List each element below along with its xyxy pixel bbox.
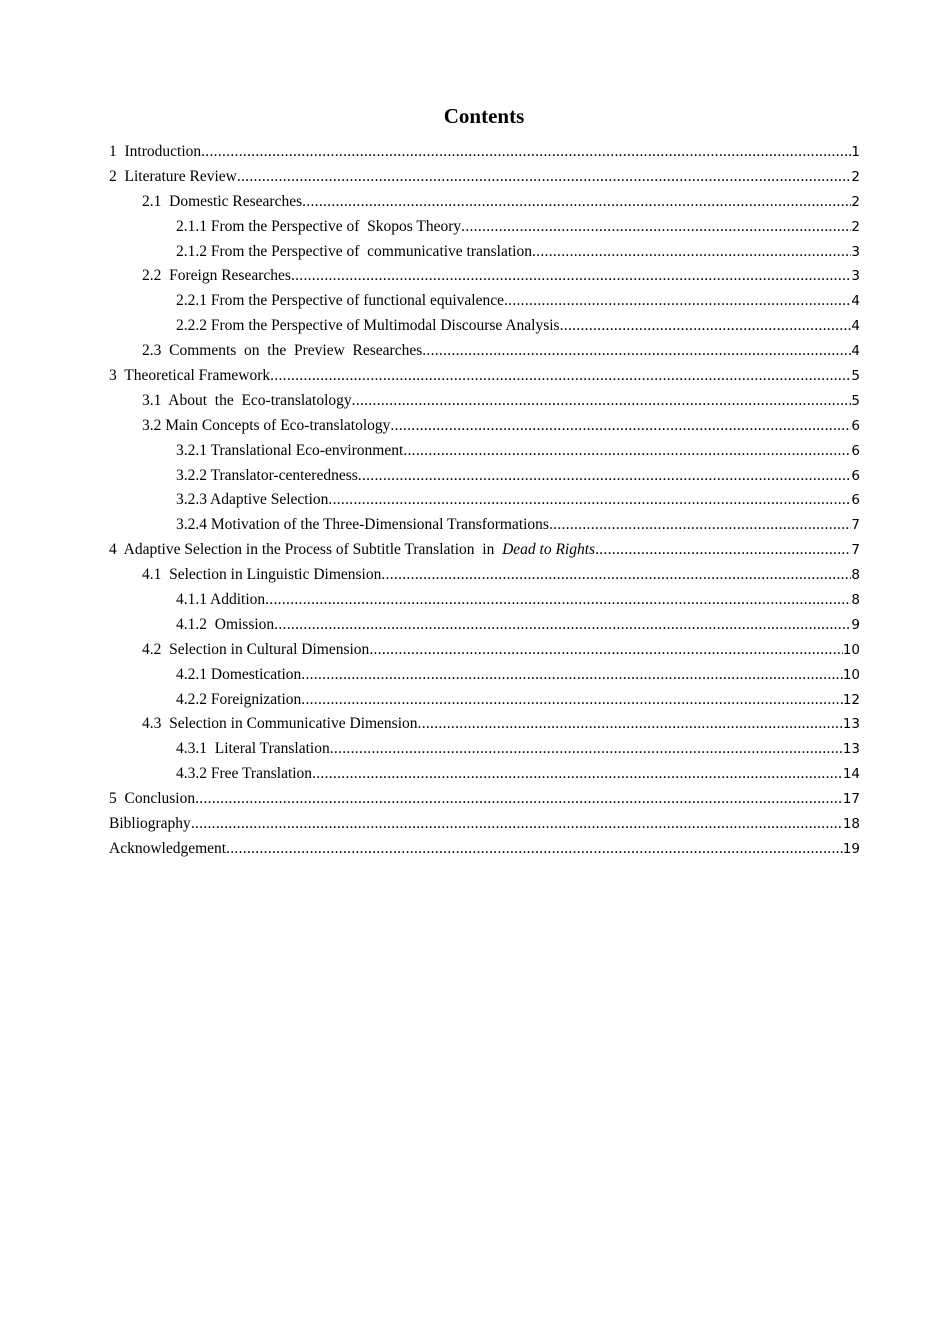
toc-entry[interactable] [109, 240, 860, 265]
toc-page-number: 4 [851, 293, 860, 310]
toc-page-number: 1 [851, 144, 860, 160]
toc-entry-text: 4.3.1 Literal Translation [176, 740, 330, 758]
toc-entry-label [109, 538, 595, 563]
toc-entry-text: Bibliography [109, 815, 191, 833]
toc-page-number: 12 [842, 691, 860, 708]
toc-entry-text: 4.3.2 Free Translation [176, 765, 313, 783]
toc-entry[interactable] [109, 737, 860, 762]
toc-entry-text: 3 Theoretical Framework [109, 367, 271, 385]
dot-leader [532, 240, 851, 265]
toc-entry-text: 3.2.3 Adaptive Selection [176, 491, 329, 509]
toc-page-number: 4 [851, 318, 860, 335]
dot-leader [418, 712, 843, 737]
toc-entry-label [176, 588, 265, 613]
toc-entry-label [176, 240, 532, 265]
toc-entry-text: 5 Conclusion [109, 790, 196, 808]
toc-entry[interactable] [109, 613, 860, 638]
toc-page-number: 6 [851, 492, 860, 509]
toc-entry-label [176, 688, 301, 713]
toc-entry[interactable] [109, 812, 860, 837]
toc-entry-text: 4 Adaptive Selection in the Process of Subtitle Translation in [109, 541, 503, 559]
dot-leader [201, 140, 851, 165]
toc-entry[interactable] [109, 140, 860, 165]
toc-entry-title-italic: Dead to Rights [502, 541, 596, 559]
toc-entry-label [176, 488, 328, 513]
toc-entry[interactable] [109, 314, 860, 339]
toc-entry-label [176, 289, 504, 314]
toc-entry-label [176, 464, 358, 489]
toc-entry-text: 2.1 Domestic Researches [142, 192, 303, 210]
toc-page-number: 19 [842, 840, 860, 857]
toc-entry[interactable] [109, 762, 860, 787]
toc-page-number: 2 [851, 193, 860, 210]
toc-page-number: 7 [851, 517, 860, 534]
toc-entry-text: 2.3 Comments on the Preview Researches [142, 342, 423, 360]
dot-leader [265, 588, 851, 613]
toc-entry[interactable] [109, 464, 860, 489]
dot-leader [504, 289, 851, 314]
dot-leader [330, 737, 843, 762]
toc-entry[interactable] [109, 289, 860, 314]
toc-entry-text: 2.1.2 From the Perspective of communicative translation [176, 242, 532, 260]
toc-entry-text: 3.2.1 Translational Eco-environment [176, 441, 404, 459]
toc-entry[interactable] [109, 663, 860, 688]
toc-entry[interactable] [109, 488, 860, 513]
dot-leader [274, 613, 851, 638]
toc-page-number: 8 [851, 592, 860, 609]
toc-entry-text: 3.2.4 Motivation of the Three-Dimensional Transformations [176, 516, 549, 534]
dot-leader [302, 190, 851, 215]
dot-leader [328, 488, 851, 513]
dot-leader [595, 538, 851, 563]
toc-entry[interactable] [109, 215, 860, 240]
toc-entry[interactable] [109, 638, 860, 663]
toc-entry-label [176, 215, 461, 240]
dot-leader [270, 364, 851, 389]
dot-leader [352, 389, 852, 414]
toc-entry[interactable] [109, 364, 860, 389]
toc-entry-text: 3.2 Main Concepts of Eco-translatology [142, 416, 391, 434]
toc-page-number: 6 [851, 467, 860, 484]
toc-entry-text: 4.2.2 Foreignization [176, 690, 302, 708]
toc-page-number: 10 [842, 641, 860, 658]
toc-entry-text: 4.3 Selection in Communicative Dimension [142, 715, 418, 733]
dot-leader [549, 513, 851, 538]
toc-entry-label [176, 513, 549, 538]
toc-entry-text: 3.1 About the Eco-translatology [142, 391, 352, 409]
toc-page-number: 13 [842, 741, 860, 758]
toc-entry-text: 2.1.1 From the Perspective of Skopos Theory [176, 217, 462, 235]
dot-leader [226, 837, 843, 862]
dot-leader [301, 688, 843, 713]
toc-entry[interactable] [109, 563, 860, 588]
dot-leader [560, 314, 852, 339]
toc-entry-text: 3.2.2 Translator-centeredness [176, 466, 358, 484]
toc-entry-label [142, 563, 381, 588]
toc-entry-label [109, 140, 201, 165]
dot-leader [381, 563, 851, 588]
toc-page-number: 3 [851, 268, 860, 285]
toc-entry-label [176, 439, 403, 464]
toc-entry-label [109, 787, 195, 812]
toc-entry[interactable] [109, 439, 860, 464]
toc-entry[interactable] [109, 190, 860, 215]
toc-entry-label [142, 190, 302, 215]
toc-entry-label [109, 812, 191, 837]
toc-entry[interactable] [109, 165, 860, 190]
dot-leader [369, 638, 843, 663]
toc-entry-label [142, 389, 352, 414]
toc-entry-text: 1 Introduction [109, 143, 202, 160]
dot-leader [312, 762, 843, 787]
toc-entry-label [109, 165, 237, 190]
toc-entry-text: 2 Literature Review [109, 167, 237, 185]
page-title: Contents [443, 104, 525, 128]
toc-entry-text: Acknowledgement [109, 839, 227, 857]
dot-leader [422, 339, 851, 364]
toc-entry[interactable] [109, 339, 860, 364]
dot-leader [195, 787, 843, 812]
toc-entry-label [176, 613, 274, 638]
dot-leader [191, 812, 843, 837]
toc-entry-label [142, 712, 418, 737]
toc-entry-label [142, 264, 291, 289]
toc-entry-label [142, 339, 422, 364]
toc-entry-label [176, 737, 330, 762]
toc-entry[interactable] [109, 264, 860, 289]
toc-entry-label [142, 638, 369, 663]
toc-entry-text: 4.2 Selection in Cultural Dimension [142, 640, 370, 658]
dot-leader [237, 165, 852, 190]
toc-page-number: 17 [842, 791, 860, 808]
toc-page-number: 4 [851, 343, 860, 360]
dot-leader [358, 464, 852, 489]
table-of-contents [109, 140, 860, 862]
toc-page-number: 18 [842, 816, 860, 833]
toc-entry[interactable] [109, 414, 860, 439]
toc-page-number: 5 [851, 392, 860, 409]
toc-entry-text: 2.2.1 From the Perspective of functional equivalence [176, 292, 504, 310]
toc-entry-label [109, 364, 270, 389]
toc-entry-label [176, 762, 312, 787]
toc-page-number: 2 [851, 218, 860, 235]
toc-page-number: 13 [842, 716, 860, 733]
toc-entry-label [109, 837, 226, 862]
toc-page-number: 14 [842, 766, 860, 783]
dot-leader [403, 439, 851, 464]
toc-entry[interactable] [109, 513, 860, 538]
toc-page-number: 6 [851, 442, 860, 459]
toc-entry-text: 2.2.2 From the Perspective of Multimodal Discourse Analysis [176, 317, 560, 335]
toc-entry[interactable] [109, 588, 860, 613]
dot-leader [301, 663, 843, 688]
toc-entry-label [176, 663, 301, 688]
toc-entry-label [176, 314, 560, 339]
toc-entry-text: 4.1.1 Addition [176, 591, 266, 609]
toc-page-number: 7 [851, 542, 860, 559]
dot-leader [291, 264, 851, 289]
toc-entry[interactable] [109, 787, 860, 812]
toc-entry-label [142, 414, 390, 439]
toc-page-number: 9 [851, 616, 860, 633]
toc-entry-text: 4.2.1 Domestication [176, 665, 302, 683]
toc-page-number: 10 [842, 666, 860, 683]
toc-entry[interactable] [109, 837, 860, 862]
toc-entry[interactable] [109, 389, 860, 414]
toc-entry-text: 2.2 Foreign Researches [142, 267, 291, 285]
toc-page-number: 6 [851, 417, 860, 434]
toc-page-number: 5 [851, 368, 860, 385]
dot-leader [461, 215, 851, 240]
toc-page-number: 2 [851, 168, 860, 185]
toc-entry-text: 4.1 Selection in Linguistic Dimension [142, 566, 382, 584]
toc-page-number: 3 [851, 243, 860, 260]
toc-page-number: 8 [851, 567, 860, 584]
toc-entry[interactable] [109, 688, 860, 713]
toc-entry-text: 4.1.2 Omission [176, 615, 275, 633]
dot-leader [390, 414, 851, 439]
toc-entry[interactable] [109, 538, 860, 563]
toc-entry[interactable] [109, 712, 860, 737]
